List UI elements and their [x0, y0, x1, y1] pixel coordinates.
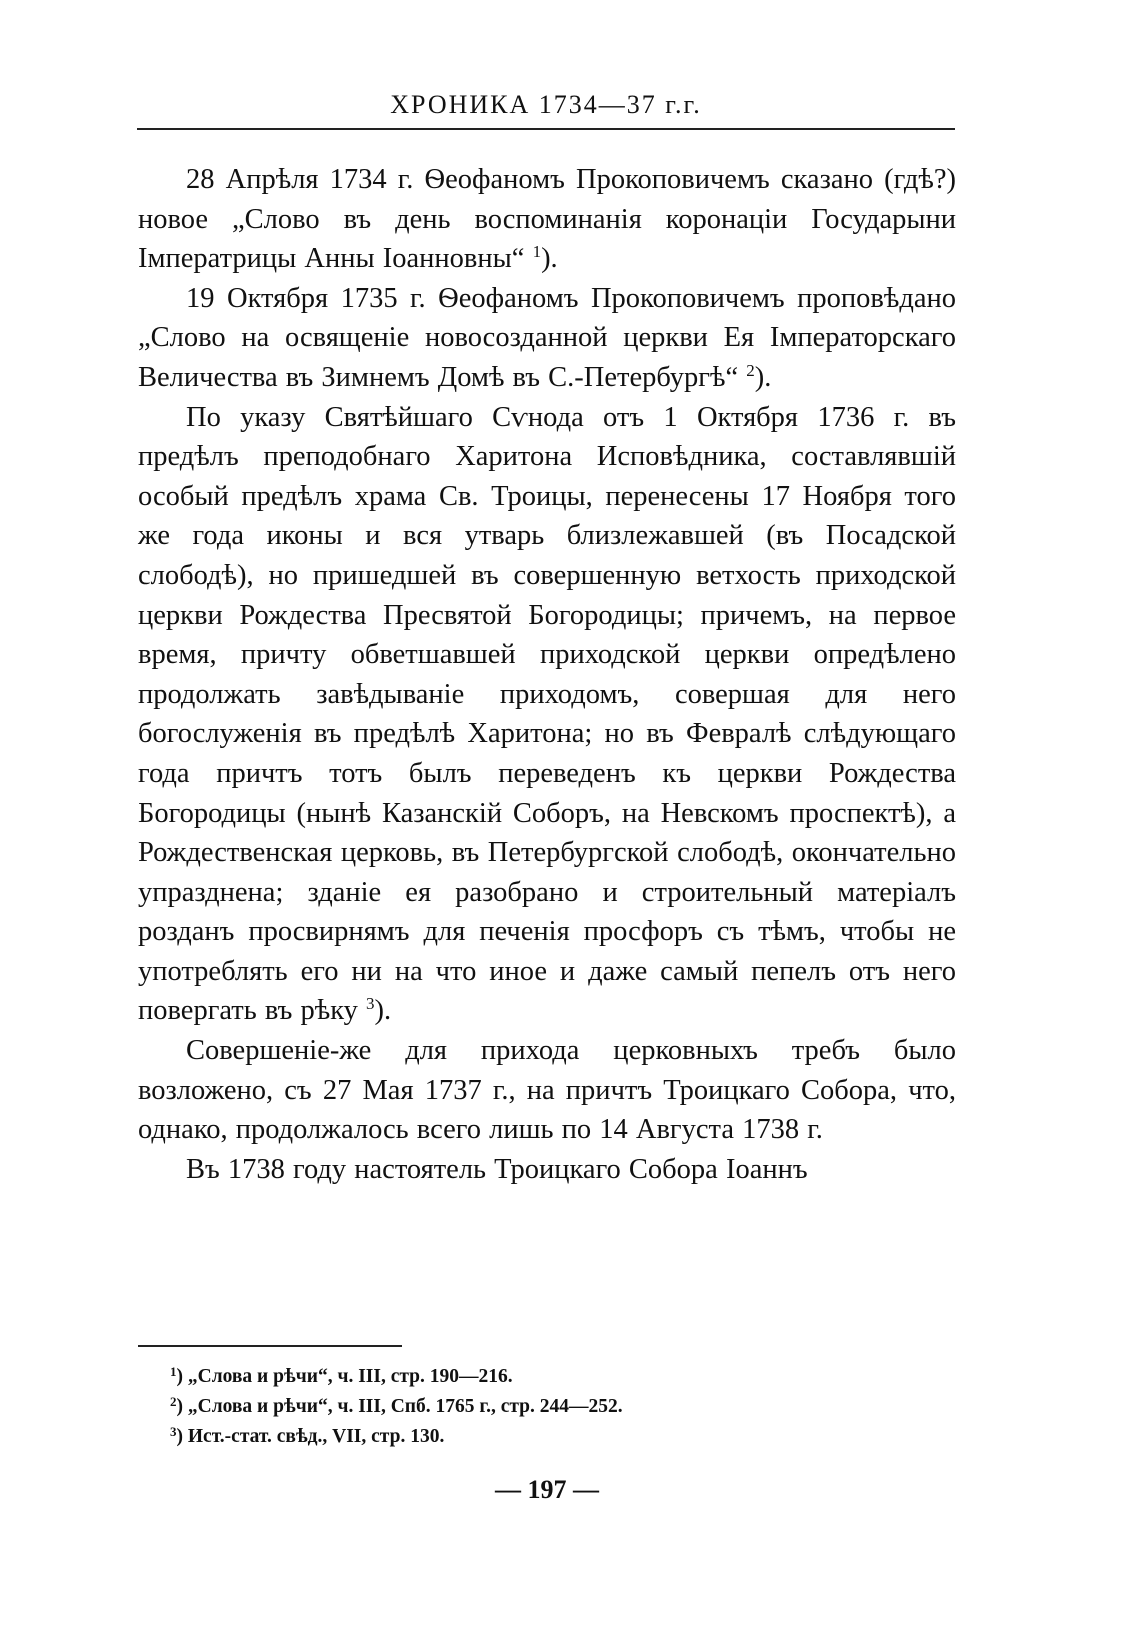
- footnote-ref: 2: [746, 360, 755, 380]
- paragraph-text: По указу Святѣйшаго Сѵнода отъ 1 Октября 1736 г. въ предѣлъ преподобнаго Харитона Исповѣдника, составлявшій особый предѣлъ храма Св. Троицы, перенесены 17 Ноября того же года иконы и вся утварь близлежавшей (въ Посадской слободѣ), но пришедшей въ совершенную ветхость приходской церкви Рождества Пресвятой Богородицы; причемъ, на первое время, причту обветшавшей приходской церкви опредѣлено продолжать завѣдываніе приходомъ, совершая для него богослуженія въ предѣлѣ Харитона; но въ Февралѣ слѣдующаго года причтъ тотъ былъ переведенъ къ церкви Рождества Богородицы (нынѣ Казанскій Соборъ, на Невскомъ проспектѣ), а Рождественская церковь, въ Петербургской слободѣ, окончательно упразднена; зданіе ея разобрано и строительный матеріалъ розданъ просвирнямъ для печенія просфоръ съ тѣмъ, чтобы не употреблять его ни на что иное и даже самый пепелъ отъ него повергать въ рѣку: [138, 401, 956, 1027]
- paragraph: [138, 160, 956, 279]
- header-rule: [137, 128, 955, 130]
- footnote-mark: 2: [170, 1394, 177, 1409]
- footnote-ref: 1: [532, 242, 542, 262]
- paragraph: [138, 398, 956, 1032]
- paragraph-text: Совершеніе-же для прихода церковныхъ требъ было возложено, съ 27 Мая 1737 г., на причтъ Троицкаго Собора, что, однако, продолжалось всего лишь по 14 Августа 1738 г.: [138, 1035, 956, 1146]
- paragraph-text: Въ 1738 году настоятель Троицкаго Собора Іоаннъ: [186, 1153, 808, 1185]
- paragraph-text: 19 Октября 1735 г. Ѳеофаномъ Прокоповичемъ проповѣдано „Слово на освященіе новосозданной церкви Ея Імператорскаго Величества въ Зимнемъ Домѣ въ С.-Петербургѣ“: [138, 282, 956, 393]
- footnote-text: ) „Слова и рѣчи“, ч. III, стр. 190—216.: [176, 1366, 513, 1387]
- paragraph-text: ).: [541, 243, 558, 275]
- footnote-mark: 3: [170, 1424, 177, 1439]
- paragraph-text: ).: [374, 995, 392, 1027]
- footnote-text: ) „Слова и рѣчи“, ч. III, Спб. 1765 г., стр. 244—252.: [176, 1396, 623, 1417]
- footnote-ref: 3: [366, 994, 375, 1014]
- footnote-mark: 1: [170, 1364, 177, 1379]
- footnote-rule: [138, 1345, 402, 1347]
- paragraph: [138, 1150, 956, 1190]
- paragraph: [138, 279, 956, 398]
- paragraph: [138, 1031, 956, 1150]
- paragraph-text: ).: [754, 361, 772, 393]
- page-number: — 197 —: [495, 1475, 599, 1504]
- body-text: [138, 160, 956, 1189]
- footnote: [170, 1422, 930, 1452]
- footnote: [170, 1392, 930, 1422]
- footnote-text: ) Ист.-стат. свѣд., VII, стр. 130.: [176, 1426, 445, 1447]
- paragraph-text: 28 Апрѣля 1734 г. Ѳеофаномъ Прокоповичемъ сказано (гдѣ?) новое „Слово въ день воспоминанія коронаціи Государыни Імператрицы Анны Іоанновны“: [138, 164, 956, 275]
- footnote: [170, 1362, 930, 1392]
- footnotes: [170, 1362, 930, 1452]
- running-header: ХРОНИКА 1734—37 г.г.: [390, 90, 702, 119]
